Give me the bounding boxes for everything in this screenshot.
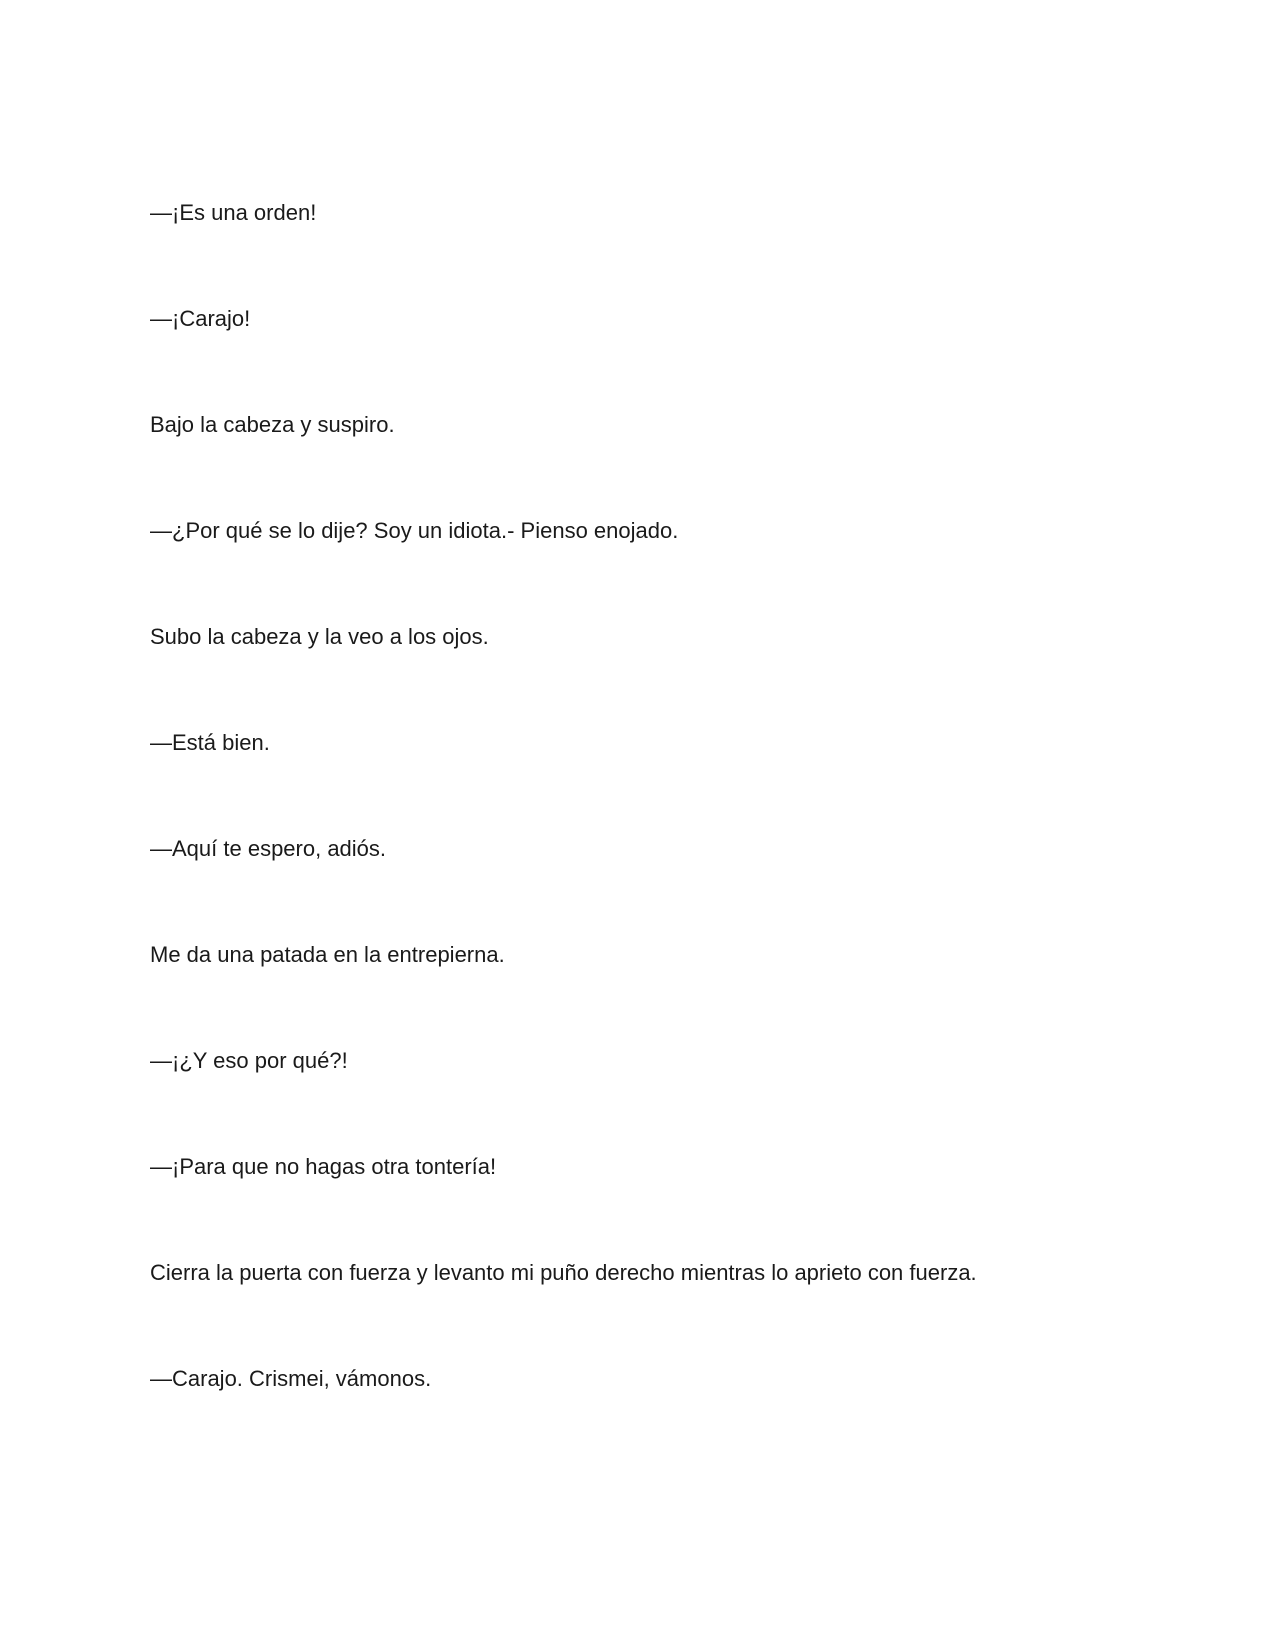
dialogue-line: —¡¿Y eso por qué?! xyxy=(150,1048,348,1073)
dialogue-line: —¡Para que no hagas otra tontería! xyxy=(150,1154,497,1179)
dialogue-line: —¿Por qué se lo dije? Soy un idiota.- Pienso enojado. xyxy=(150,518,679,543)
narration-line: Cierra la puerta con fuerza y levanto mi puño derecho mientras lo aprieto con fuerza. xyxy=(150,1260,977,1285)
narration-line: Bajo la cabeza y suspiro. xyxy=(150,412,395,437)
document-body xyxy=(150,200,1150,1472)
dialogue-line: —¡Carajo! xyxy=(150,306,251,331)
narration-line: Subo la cabeza y la veo a los ojos. xyxy=(150,624,489,649)
dialogue-line: —Está bien. xyxy=(150,730,270,755)
dialogue-line: —Aquí te espero, adiós. xyxy=(150,836,387,861)
dialogue-line: —¡Es una orden! xyxy=(150,200,317,225)
dialogue-line: —Carajo. Crismei, vámonos. xyxy=(150,1366,432,1391)
narration-line: Me da una patada en la entrepierna. xyxy=(150,942,505,967)
